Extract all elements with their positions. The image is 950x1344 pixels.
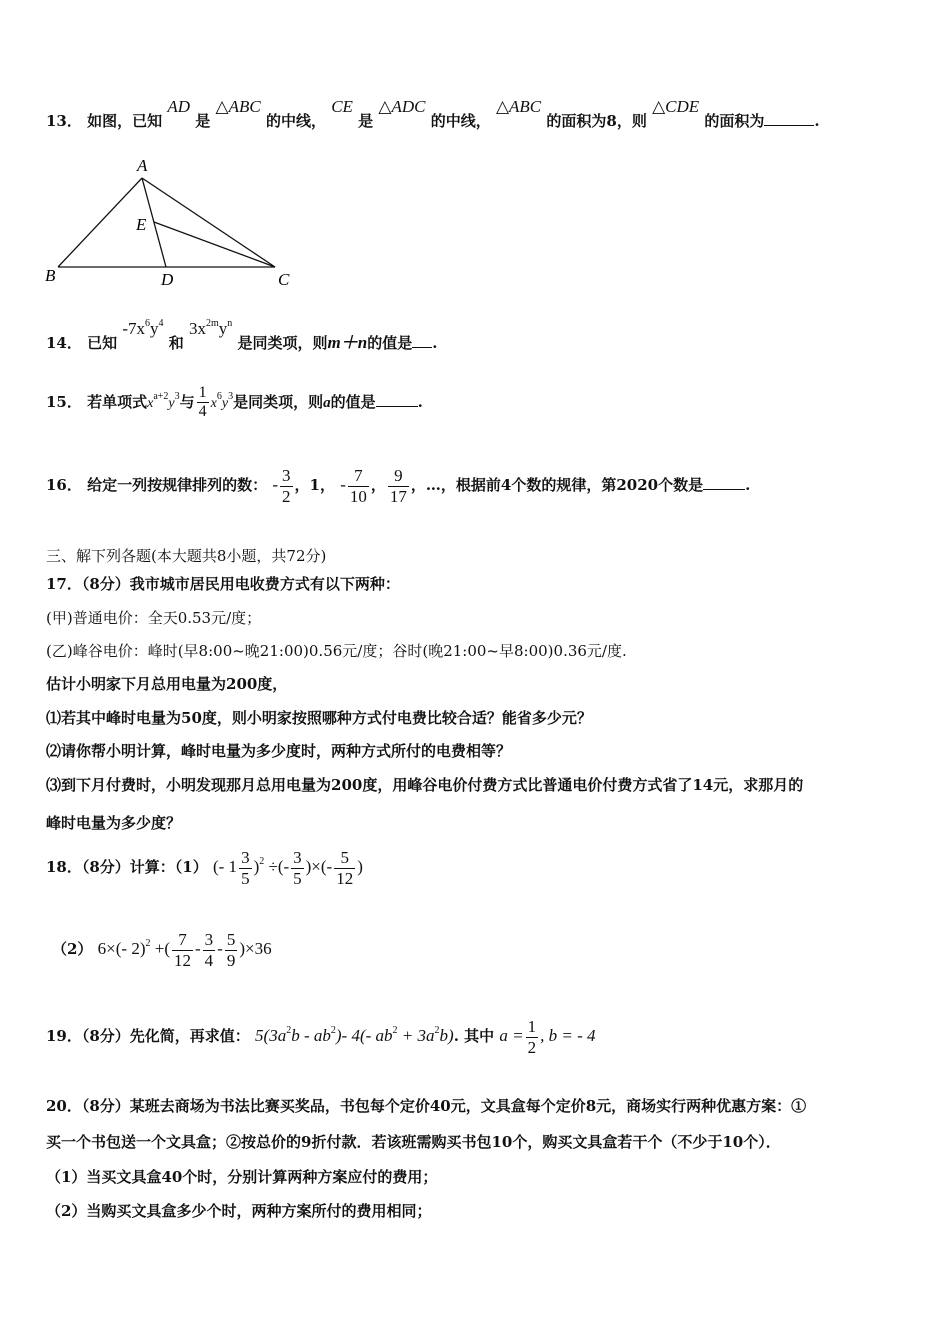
q16-end: . [745,476,751,495]
q13-math-abc: △ABC [215,97,261,116]
q15-line [46,384,423,422]
label-d: D [161,270,174,289]
q17-line-6: ⑵请你帮小明计算，峰时电量为多少度时，两种方式所付的电费相等？ [46,742,512,760]
q18-part-2 [52,930,272,970]
q19-condition: a = $\frac{1}{2}$ , b = - 4 [499,1017,596,1057]
q13-line [46,97,820,131]
q15-text-3: 是同类项，则 [233,392,324,411]
segment-ce [154,222,275,267]
q14-monomial-1: $-7x^6y^4$ [122,318,164,338]
q17-line-3: (乙)峰谷电价：峰时(早8:00~晚21:00)0.56元/度；谷时(晚21:00~早8:00)0.36元/度. [46,642,627,660]
q16-fraction-1: $\frac{3}{2}$ [282,466,291,506]
q17-line-7: ⑶到下月付费时，小明发现那月总用电量为200度，用峰谷电价付费方式比普通电价付费方式省了14元，求那月的 [46,776,804,794]
q13-number: 13． [46,112,82,130]
triangle-figure [40,150,310,295]
q15-fraction: $\frac{1}{4}$ [198,384,207,421]
label-c: C [278,270,290,289]
q13-math-ce: CE [331,97,353,116]
q18-expr-2: 6×(- 2)$^2$ +( $\frac{7}{12}$ - $\frac{3}{4}$ - $\frac{5}{9}$ )×36 [97,930,272,970]
section-3-heading: 三、解下列各题(本大题共8小题，共72分) [46,547,327,565]
q20-line-4: （2）当购买文具盒多少个时，两种方案所付的费用相同； [46,1202,432,1220]
q14-text-2: 和 [168,334,184,352]
q13-text-4: 是 [358,112,374,130]
q14-number: 14． [46,334,82,352]
q13-text-7: 的面积为 [704,112,765,130]
q13-text-6: 的面积为8，则 [546,112,647,130]
q13-math-abc-2: △ABC [495,97,542,116]
q17-line-4: 估计小明家下月总用电量为200度， [46,675,288,693]
answer-blank [703,488,745,490]
q16-sign-1: - [272,475,279,495]
q14-expr: m＋n [327,333,368,352]
label-b: B [45,266,56,285]
q16-fraction-3: $\frac{7}{10}$ [349,466,367,506]
q13-math-cde: △CDE [652,97,700,116]
q15-monomial-2: $x^6y^3$ [210,390,234,411]
label-a: A [137,156,148,175]
answer-blank [764,124,814,126]
q19-text-2: . 其中 [453,1026,495,1045]
q17-line-8: 峰时电量为多少度？ [46,814,182,832]
q14-end: . [432,334,438,352]
q13-text-5: 的中线， [430,112,491,130]
q13-text-2: 是 [195,112,211,130]
q17-line-5: ⑴若其中峰时电量为50度，则小明家按照哪种方式付电费比较合适？能省多少元？ [46,709,592,727]
q17-line-1: 17．（8分）我市城市居民用电收费方式有以下两种： [46,575,400,593]
q20-line-3: （1）当买文具盒40个时，分别计算两种方案应付的费用； [46,1168,438,1186]
q15-number: 15． [46,392,82,411]
q16-sign-3: - [340,475,346,495]
q15-text-1: 若单项式 [87,392,148,411]
q15-monomial-1: $x^{a+2}y^3$ [147,390,180,411]
q19-expression: $5(3a^2b - ab^2)-$ 4(- $ab^2 + 3a^2b$) [255,1024,454,1045]
q18-expr-1: (- 1 $\frac{3}{5}$ )$^2$ ÷(- $\frac{3}{5}$ )×(- $\frac{5}{12}$ ) [212,848,363,888]
q16-line [46,466,750,506]
q20-line-2: 买一个书包送一个文具盒；②按总价的9折付款．若该班需购买书包10个，购买文具盒若干个（不少于10个）． [46,1133,781,1151]
q18-label-2: （2） [52,939,93,958]
q13-math-adc: △ADC [378,97,426,116]
q15-var-a: a [323,394,331,411]
answer-blank [376,405,418,407]
q14-line [46,318,438,353]
q15-text-4: 的值是 [330,392,376,411]
label-e: E [136,215,147,234]
q16-fraction-4: $\frac{9}{17}$ [389,466,407,506]
q13-text-3: 的中线， [265,112,326,130]
q16-number: 16． [46,476,82,495]
q16-text-2: ，…，根据前4个数的规律，第2020个数是 [410,476,704,495]
answer-blank [412,346,432,348]
q18-part-1 [46,848,363,888]
q13-text-1: 如图，已知 [87,112,163,130]
q16-sep-2: ， [370,476,386,495]
q14-monomial-2: $3x^{2m}y^n$ [189,318,233,338]
q13-end: . [814,112,820,130]
q15-text-2: 与 [179,392,195,411]
q18-label: 18．（8分）计算：（1） [46,857,208,876]
q14-text-3: 是同类项，则 [237,334,328,352]
segment-ab [58,178,142,267]
q19-label: 19．（8分）先化简，再求值： [46,1026,250,1045]
q20-line-1: 20．（8分）某班去商场为书法比赛买奖品，书包每个定价40元，文具盒每个定价8元，商场实行两种优惠方案：① [46,1097,807,1115]
q15-end: . [417,392,423,411]
q16-sep-1: ，1， [294,476,335,495]
q13-math-ad: AD [167,97,191,116]
q19-line [46,1017,596,1057]
q17-line-2: (甲)普通电价：全天0.53元/度； [46,609,262,627]
q16-text-1: 给定一列按规律排列的数： [87,476,268,495]
q14-text-4: 的值是 [367,334,413,352]
q14-text-1: 已知 [87,334,118,352]
